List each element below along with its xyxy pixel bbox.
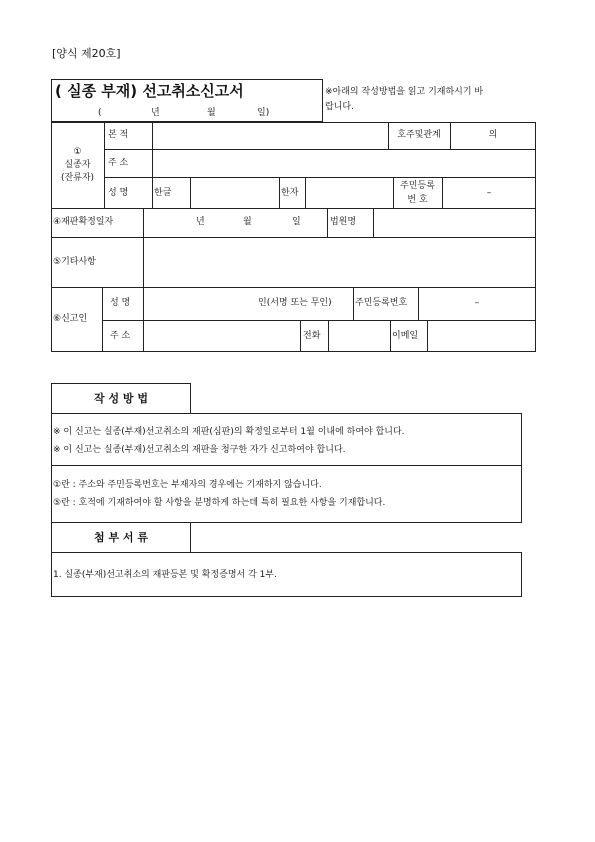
attach-line1: 1. 실종(부재)선고취소의 재판등본 및 확정증명서 각 1부. (53, 570, 277, 580)
date-year: 년 (151, 108, 160, 118)
name-label: 성 명 (108, 188, 129, 198)
method-line2: ※ 이 신고는 실종(부재)선고취소의 재판을 청구한 자가 신고하여야 합니다. (53, 445, 346, 455)
method-header: 작 성 방 법 (94, 392, 148, 405)
judgment-month[interactable]: 월 (243, 217, 252, 227)
address-label: 주 소 (108, 158, 129, 168)
method-line1: ※ 이 신고는 실종(부재)선고취소의 재판(심판)의 확정일로부터 1월 이내에 하여야 합니다. (53, 427, 405, 437)
court-name-field[interactable] (374, 209, 536, 237)
reporter-name-label: 성 명 (110, 298, 131, 308)
hanja-label: 한자 (281, 188, 299, 198)
date-day: 일) (257, 108, 270, 118)
hangul-label: 한글 (154, 188, 172, 198)
phone-label: 전화 (303, 331, 321, 341)
date-open: ( (98, 108, 102, 118)
judgment-date-label: ④재판확정일자 (53, 217, 114, 227)
form-number-label: [양식 제20호] (52, 47, 121, 60)
rrn-label-line1: 주민등록 (400, 181, 435, 191)
missing-person-sublabel: (잔류자) (60, 173, 95, 183)
missing-person-label: 실종자 (64, 160, 91, 170)
other-matters-field[interactable] (144, 238, 536, 287)
method-line3: ①란 : 주소와 주민등록번호는 부재자의 경우에는 기재하지 않습니다. (53, 480, 322, 490)
bonjeok-field[interactable] (153, 123, 388, 149)
judgment-day[interactable]: 일 (292, 217, 301, 227)
other-matters-label: ⑤기타사항 (53, 257, 96, 267)
reporter-address-label: 주 소 (110, 331, 131, 341)
email-label: 이메일 (392, 331, 419, 341)
bonjeok-label: 본 적 (108, 130, 129, 140)
address-field[interactable] (153, 150, 536, 177)
method-line4: ⑤란 : 호적에 기재하여야 할 사항을 분명하게 하는데 특히 필요한 사항을 기재합니다. (53, 498, 386, 508)
attach-header: 첨 부 서 류 (94, 531, 148, 544)
missing-person-num: ① (73, 147, 82, 157)
phone-field[interactable] (329, 321, 390, 352)
reporter-label: ⑥신고인 (53, 314, 88, 324)
reporter-rrn-field[interactable]: – (474, 298, 480, 308)
hoju-relation-value[interactable]: 의 (488, 130, 498, 140)
reporter-rrn-label: 주민등록번호 (355, 298, 408, 308)
rrn-label-line2: 번 호 (407, 195, 428, 205)
hanja-name-field[interactable] (306, 178, 393, 208)
judgment-year[interactable]: 년 (196, 217, 205, 227)
reporter-address-field[interactable] (144, 321, 300, 352)
court-name-label: 법원명 (330, 217, 357, 227)
form-title: ( 실종 부재) 선고취소신고서 (55, 82, 244, 100)
hoju-relation-label: 호주및관계 (397, 130, 441, 140)
email-field[interactable] (428, 321, 536, 352)
rrn-field[interactable]: – (486, 188, 492, 198)
seal-signature-label[interactable]: 인(서명 또는 무인) (258, 298, 332, 308)
instruction-note-line2: 랍니다. (325, 102, 354, 112)
date-month: 월 (207, 108, 216, 118)
instruction-note-line1: ※아래의 작성방법을 읽고 기재하시기 바 (325, 87, 484, 97)
hangul-name-field[interactable] (191, 178, 279, 208)
